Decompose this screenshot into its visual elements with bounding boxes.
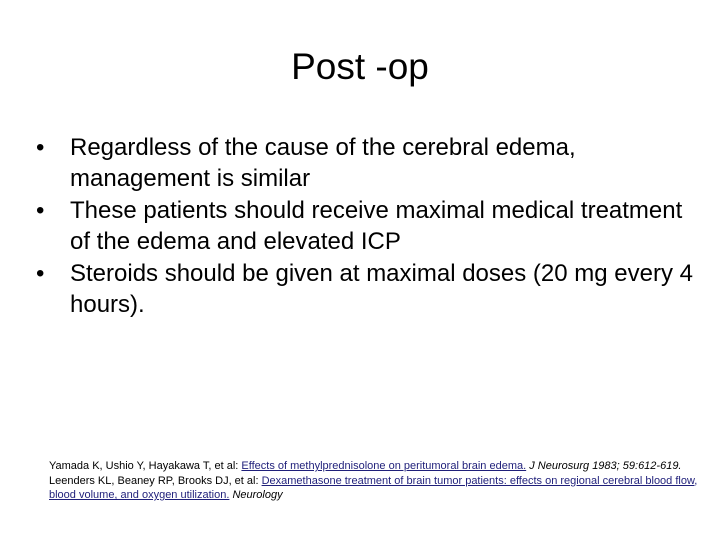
bullet-marker: • — [36, 134, 45, 161]
bullet-item — [36, 259, 696, 320]
bullet-text: These patients should receive maximal medical treatment of the edema and elevated ICP — [70, 197, 683, 255]
reference-journal: J Neurosurg 1983; 59:612-619. — [529, 460, 682, 472]
slide-title: Post -op — [291, 46, 429, 87]
reference-title-link[interactable]: Effects of methylprednisolone on peritumoral brain edema. — [241, 460, 527, 472]
bullet-item — [36, 133, 696, 194]
bullet-text: Steroids should be given at maximal doses (20 mg every 4 hours). — [70, 260, 693, 318]
bullet-list — [36, 133, 696, 322]
bullet-text: Regardless of the cause of the cerebral edema, management is similar — [70, 134, 576, 192]
references — [49, 459, 709, 503]
reference-authors: Leenders KL, Beaney RP, Brooks DJ, et al: — [49, 474, 259, 487]
bullet-item — [36, 196, 696, 257]
reference-title-link[interactable]: Dexamethasone treatment of brain tumor patients: effects on regional cerebral blood flow, blood volume, and oxygen utilization. — [49, 474, 698, 501]
reference-item — [49, 459, 709, 474]
bullet-marker: • — [36, 260, 45, 287]
bullet-marker: • — [36, 197, 45, 224]
reference-journal: Neurology — [232, 489, 283, 501]
reference-authors: Yamada K, Ushio Y, Hayakawa T, et al: — [49, 460, 239, 472]
reference-item — [49, 474, 709, 503]
